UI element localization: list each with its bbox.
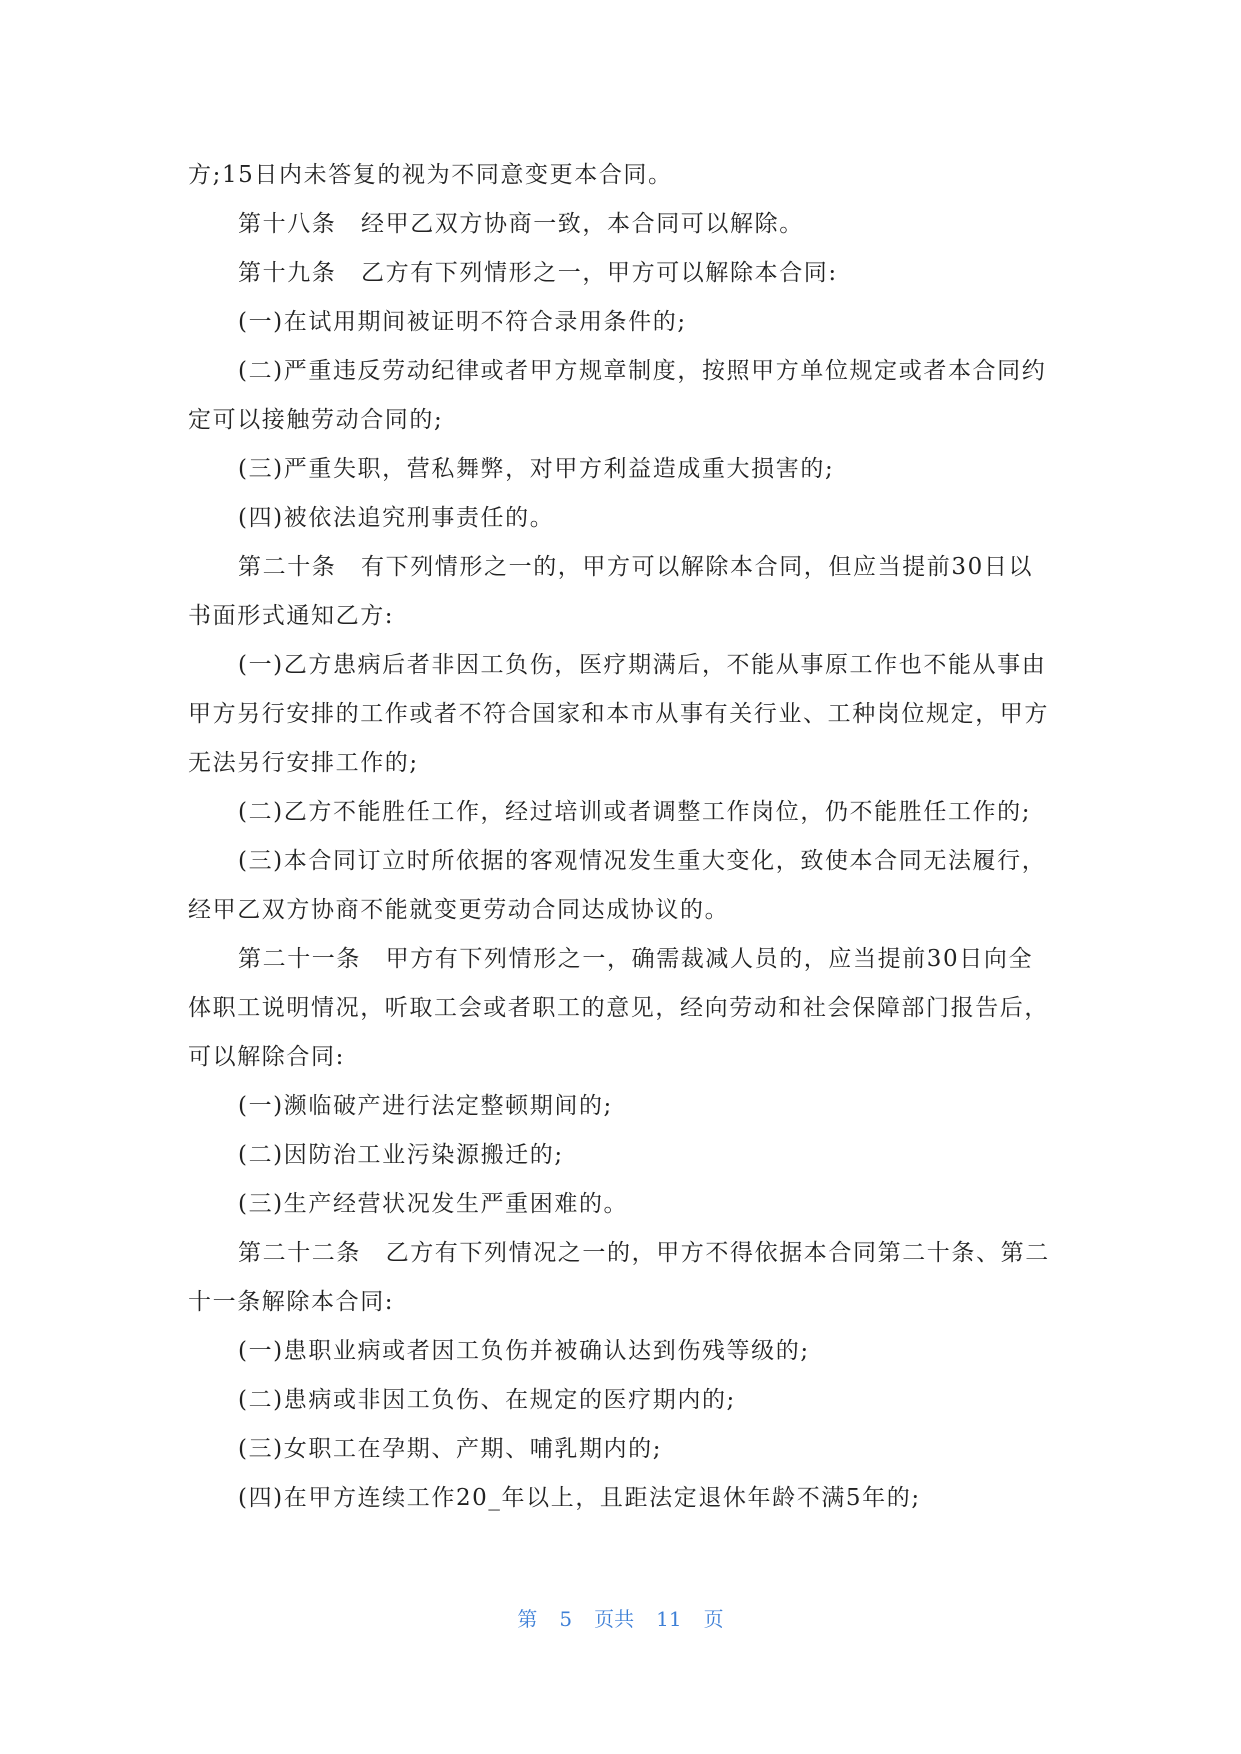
paragraph: 第十八条 经甲乙双方协商一致，本合同可以解除。: [238, 211, 804, 237]
paragraph: (一)患职业病或者因工负伤并被确认达到伤残等级的;: [238, 1338, 810, 1364]
paragraph: (二)严重违反劳动纪律或者甲方规章制度，按照甲方单位规定或者本合同约定可以接触劳动合同的;: [188, 358, 1047, 433]
paragraph: (三)本合同订立时所依据的客观情况发生重大变化，致使本合同无法履行，经甲乙双方协商不能就变更劳动合同达成协议的。: [188, 848, 1047, 923]
paragraph: (二)因防治工业污染源搬迁的;: [238, 1142, 564, 1168]
document-body: [188, 151, 1054, 1523]
paragraph: 第二十一条 甲方有下列情形之一，确需裁减人员的，应当提前30日向全体职工说明情况，听取工会或者职工的意见，经向劳动和社会保障部门报告后，可以解除合同:: [188, 946, 1049, 1070]
page-label-suffix: 页: [703, 1607, 724, 1631]
paragraph: (一)在试用期间被证明不符合录用条件的;: [238, 309, 687, 335]
paragraph: (四)被依法追究刑事责任的。: [238, 505, 555, 531]
paragraph: (二)患病或非因工负伤、在规定的医疗期内的;: [238, 1387, 736, 1413]
page-label-prefix: 第: [517, 1607, 538, 1631]
paragraph: (三)女职工在孕期、产期、哺乳期内的;: [238, 1436, 663, 1462]
paragraph: (一)乙方患病后者非因工负伤，医疗期满后，不能从事原工作也不能从事由甲方另行安排的工作或者不符合国家和本市从事有关行业、工种岗位规定，甲方无法另行安排工作的;: [188, 652, 1049, 776]
page-footer: [0, 1603, 1241, 1632]
page-label-mid: 页共: [594, 1607, 635, 1631]
paragraph: (四)在甲方连续工作20_年以上，且距法定退休年龄不满5年的;: [238, 1485, 921, 1511]
paragraph: (一)濒临破产进行法定整顿期间的;: [238, 1093, 613, 1119]
paragraph: 第二十条 有下列情形之一的，甲方可以解除本合同，但应当提前30日以书面形式通知乙方:: [188, 554, 1034, 629]
total-pages-number: 11: [656, 1607, 682, 1631]
current-page-number: 5: [559, 1607, 573, 1631]
paragraph: 方;15日内未答复的视为不同意变更本合同。: [188, 162, 673, 188]
paragraph: 第二十二条 乙方有下列情况之一的，甲方不得依据本合同第二十条、第二十一条解除本合同:: [188, 1240, 1050, 1315]
paragraph: (三)严重失职，营私舞弊，对甲方利益造成重大损害的;: [238, 456, 835, 482]
paragraph: 第十九条 乙方有下列情形之一，甲方可以解除本合同:: [238, 260, 838, 286]
paragraph: (三)生产经营状况发生严重困难的。: [238, 1191, 629, 1217]
paragraph: (二)乙方不能胜任工作，经过培训或者调整工作岗位，仍不能胜任工作的;: [238, 799, 1032, 825]
